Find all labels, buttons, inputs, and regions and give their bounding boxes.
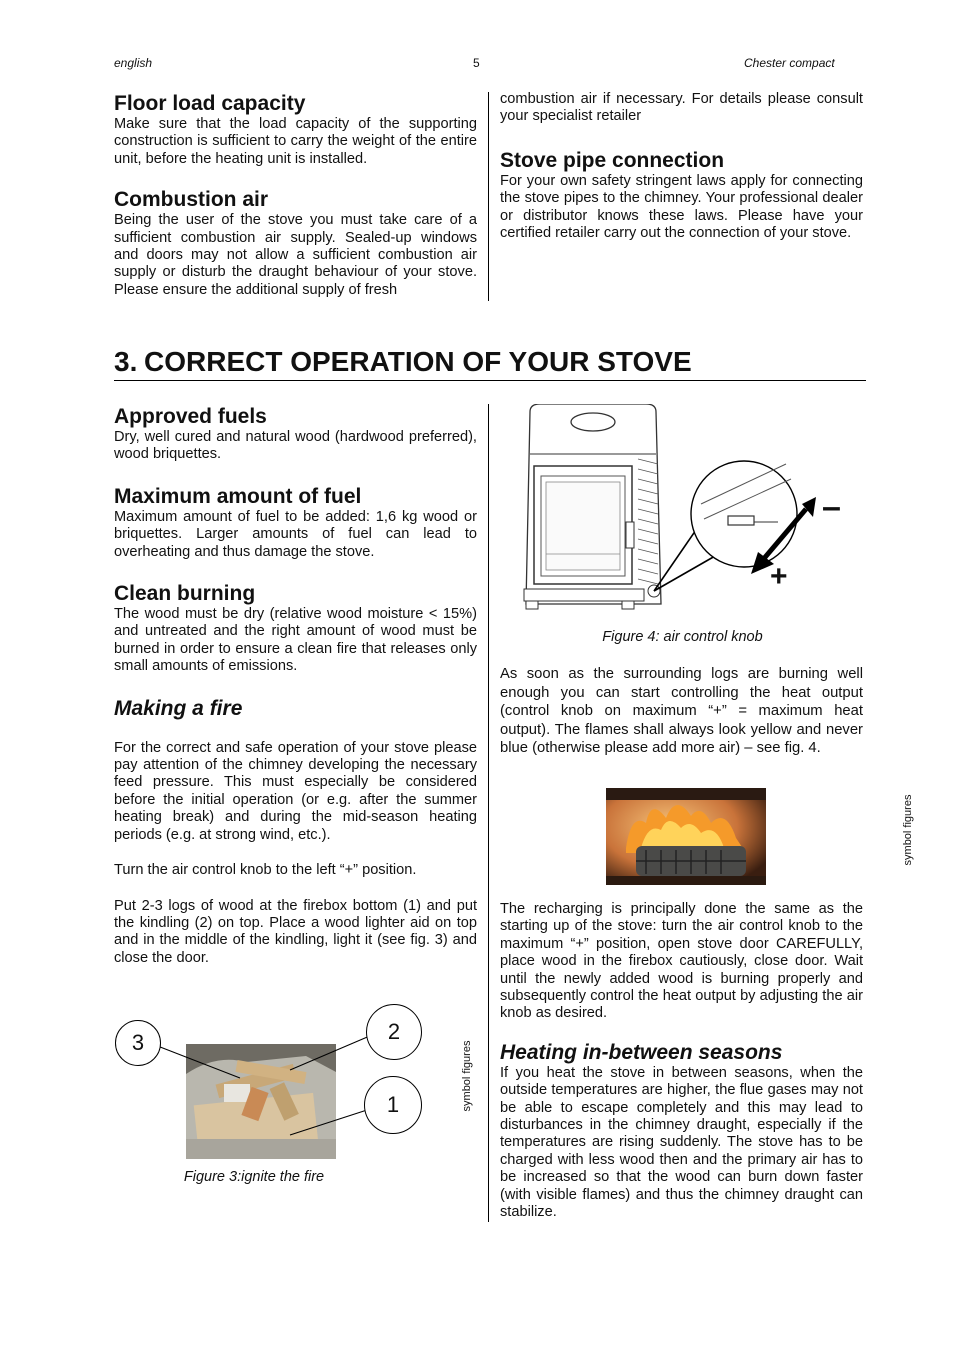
- clean-burning-text: The wood must be dry (relative wood moisture < 15%) and untreated and the right amount of wood must be burned in order to ensure a clean fire that releases only small amounts of emissions.: [114, 606, 477, 675]
- maximum-fuel-text: Maximum amount of fuel to be added: 1,6 kg wood or briquettes. Larger amounts of fuel can lead to overheating and thus damage the stove.: [114, 508, 477, 560]
- column-divider-top: [488, 92, 489, 301]
- fire-illustration: [606, 788, 766, 885]
- header-language: english: [114, 56, 153, 70]
- top-left-column: [114, 92, 477, 299]
- approved-fuels-heading: Approved fuels: [114, 405, 267, 428]
- minus-symbol: –: [822, 488, 841, 526]
- combustion-air-text: Being the user of the stove you must take care of a sufficient combustion air supply. Sealed-up windows and doors may not allow a sufficient combustion air supply or disturb the draught behaviour of your stove. Please ensure the additional supply of fresh: [114, 212, 477, 298]
- figure3-side-note: symbol figures: [461, 1040, 473, 1112]
- making-fire-heading: Making a fire: [114, 696, 243, 720]
- left-main-column: [114, 405, 477, 967]
- approved-fuels-text: Dry, well cured and natural wood (hardwood preferred), wood briquettes.: [114, 429, 477, 463]
- combustion-air-continued: combustion air if necessary. For details please consult your specialist retailer: [500, 91, 863, 125]
- header-product: Chester compact: [744, 56, 835, 70]
- page-number: 5: [473, 56, 480, 70]
- clean-burning-heading: Clean burning: [114, 582, 256, 606]
- heating-between-seasons-heading: Heating in-between seasons: [500, 1040, 783, 1064]
- making-fire-p3: Put 2-3 logs of wood at the firebox bottom (1) and put the kindling (2) on top. Place a wood lighter aid on top and in the middle of the kindling, light it (see fig. 3) and close the door.: [114, 897, 477, 966]
- floor-load-heading: Floor load capacity: [114, 92, 306, 115]
- top-right-column: [500, 91, 863, 242]
- chapter-heading: [114, 346, 866, 381]
- callout-3: 3: [115, 1020, 161, 1066]
- chapter-number: 3.: [114, 346, 138, 377]
- figure3-caption: Figure 3:ignite the fire: [183, 1169, 325, 1185]
- combustion-air-heading: Combustion air: [114, 188, 269, 212]
- heat-output-text: As soon as the surrounding logs are burning well enough you can start controlling the heat output (control knob on maximum “+” = maximum heat output). The flames shall always look yellow and never blue (otherwise please add more air) – see fig. 4.: [500, 666, 863, 757]
- figure4-stove-drawing: [516, 404, 846, 619]
- fire-photo: [606, 788, 766, 885]
- heating-between-seasons-text: If you heat the stove in between seasons, when the outside temperatures are higher, the flue gases may not be able to escape completely and this may lead to disturbances in the chimney draught, especially if the temperatures are rising suddenly. The stove has to be charged with less wood then and the primary air has to be increased so that the wood can burn down faster (with visible flames) and thus the chimney draught can stabilize.: [500, 1064, 863, 1221]
- stove-pipe-heading: Stove pipe connection: [500, 148, 725, 172]
- plus-symbol: +: [770, 560, 788, 593]
- recharging-text: The recharging is principally done the same as the starting up of the stove: turn the air control knob to the maximum “+” position, open stove door CAREFULLY, place wood in the firebox cautiously, close door. Wait until the newly added wood is burning properly and subsequently control the heat output by adjusting the air knob as desired.: [500, 901, 863, 1022]
- stove-illustration: [516, 404, 846, 619]
- right-main-column-lower: [500, 901, 863, 1222]
- floor-load-text: Make sure that the load capacity of the supporting construction is sufficient to carry the weight of the entire unit, before the heating unit is installed.: [114, 116, 477, 167]
- stove-pipe-text: For your own safety stringent laws apply for connecting the stove pipes to the chimney. Your professional dealer or distributor knows these laws. Please have your certified retailer carry out the connection of your stove.: [500, 172, 863, 242]
- chapter-title: CORRECT OPERATION OF YOUR STOVE: [144, 346, 692, 377]
- figure4-caption: Figure 4: air control knob: [602, 629, 763, 645]
- right-main-column-upper: [500, 665, 863, 758]
- margin-symbol-note: symbol figures: [902, 794, 914, 866]
- column-divider-main: [488, 404, 489, 1222]
- maximum-fuel-heading: Maximum amount of fuel: [114, 484, 362, 508]
- making-fire-p1: For the correct and safe operation of your stove please pay attention of the chimney developing the necessary feed pressure. This must especially be considered before the initial operation (or e.g. after the summer heating break) and during the mid-season heating periods (e.g. at strong wind, etc.).: [114, 739, 477, 843]
- callout-1: 1: [364, 1076, 422, 1134]
- callout-2: 2: [366, 1004, 422, 1060]
- making-fire-p2: Turn the air control knob to the left “+” position.: [114, 862, 417, 879]
